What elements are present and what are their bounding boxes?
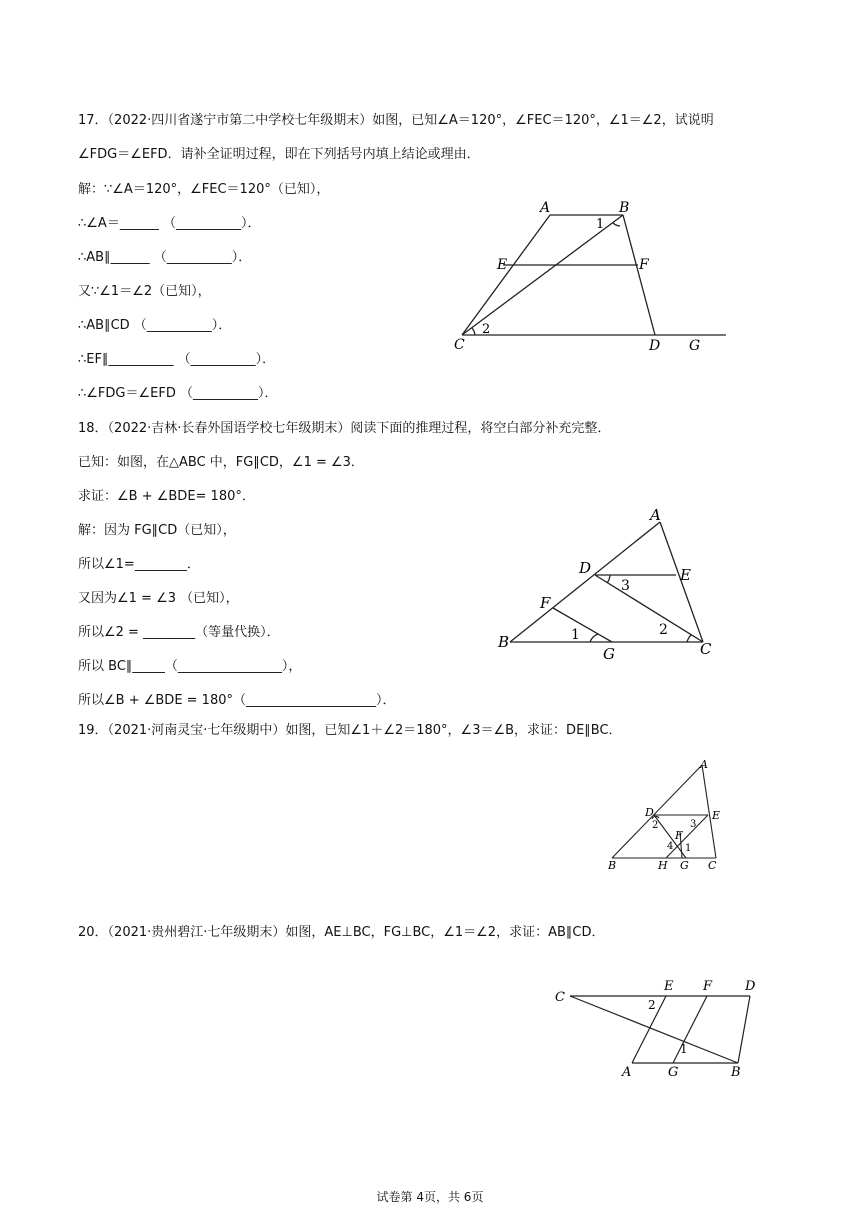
- angle-1-label: 1: [596, 217, 605, 232]
- page-footer: 试卷第 4页，共 6页: [376, 1190, 484, 1204]
- label-C: C: [708, 859, 717, 872]
- angle-3-label: 3: [621, 578, 630, 594]
- label-E: E: [664, 979, 674, 994]
- angle-1-label: 1: [571, 627, 580, 643]
- q18-step: 已知：如图，在△ABC 中，FG∥CD，∠1 = ∠3．: [78, 455, 364, 470]
- angle-2-label: 2: [652, 820, 659, 831]
- label-C: C: [454, 337, 465, 353]
- label-A: A: [540, 200, 551, 216]
- label-E: E: [712, 809, 721, 822]
- q18-step: 又因为∠1 = ∠3 （已知），: [78, 591, 239, 606]
- label-F: F: [675, 829, 683, 842]
- label-G: G: [603, 645, 615, 663]
- label-F: F: [639, 257, 649, 273]
- angle-2-label: 2: [659, 622, 668, 638]
- q17-step: ∴AB∥______ （__________）．: [78, 250, 252, 265]
- label-A: A: [700, 758, 708, 771]
- label-G: G: [668, 1065, 679, 1080]
- q18-step: 求证：∠B + ∠BDE= 180°．: [78, 489, 255, 504]
- q17-step: 解：∵∠A＝120°，∠FEC＝120°（已知），: [78, 182, 330, 197]
- label-D: D: [745, 979, 756, 994]
- q17-step: ∴EF∥__________ （__________）．: [78, 352, 276, 367]
- q17-stem-line2: ∠FDG＝∠EFD．请补全证明过程，即在下列括号内填上结论或理由．: [78, 147, 480, 162]
- angle-2-label: 2: [648, 998, 656, 1012]
- label-E: E: [497, 257, 508, 273]
- label-D: D: [579, 559, 592, 577]
- q17-stem-line1: 17．（2022·四川省遂宁市第二中学校七年级期末）如图，已知∠A＝120°，∠FEC＝120°，∠1＝∠2，试说明: [78, 113, 714, 128]
- q18-step: 所以∠2 = ________（等量代换）．: [78, 625, 280, 640]
- q17-figure: [450, 195, 740, 355]
- label-B: B: [619, 200, 630, 216]
- q20-stem-line1: 20．（2021·贵州碧江·七年级期末）如图，AE⊥BC，FG⊥BC，∠1＝∠2，求证：AB∥CD．: [78, 925, 605, 940]
- angle-2-label: 2: [482, 322, 491, 337]
- label-B: B: [731, 1065, 741, 1080]
- label-C: C: [700, 640, 712, 658]
- label-G: G: [689, 338, 701, 354]
- label-E: E: [680, 566, 691, 584]
- q19-figure: [600, 755, 730, 875]
- q18-step: 所以 BC∥_____（________________），: [78, 659, 302, 674]
- q17-step: 又∵∠1＝∠2（已知），: [78, 284, 211, 299]
- angle-1-label: 1: [685, 843, 692, 854]
- angle-1-label: 1: [680, 1042, 688, 1056]
- q18-step: 所以∠1=________．: [78, 557, 200, 572]
- q17-step: ∴∠FDG＝∠EFD （__________）．: [78, 386, 278, 401]
- label-G: G: [680, 859, 689, 872]
- label-A: A: [650, 506, 661, 524]
- q17-step: ∴∠A＝______ （__________）．: [78, 216, 261, 231]
- q18-stem-line1: 18．（2022·吉林·长春外国语学校七年级期末）阅读下面的推理过程，将空白部分补充完整．: [78, 421, 611, 436]
- label-C: C: [555, 990, 565, 1005]
- label-F: F: [540, 594, 551, 612]
- label-F: F: [703, 979, 713, 994]
- label-D: D: [649, 338, 661, 354]
- q17-step: ∴AB∥CD （__________）．: [78, 318, 232, 333]
- q18-step: 解：因为 FG∥CD（已知），: [78, 523, 236, 538]
- q19-stem-line1: 19．（2021·河南灵宝·七年级期中）如图，已知∠1＋∠2＝180°，∠3＝∠B，求证：DE∥BC．: [78, 723, 622, 738]
- q18-figure: [490, 500, 730, 665]
- label-D: D: [645, 806, 654, 819]
- label-B: B: [498, 633, 510, 651]
- angle-3-label: 3: [690, 819, 697, 830]
- label-B: B: [608, 859, 617, 872]
- q18-step: 所以∠B + ∠BDE = 180°（____________________）．: [78, 693, 396, 708]
- q20-figure: [550, 975, 765, 1080]
- label-A: A: [622, 1065, 632, 1080]
- label-H: H: [658, 859, 668, 872]
- angle-4-label: 4: [667, 841, 674, 852]
